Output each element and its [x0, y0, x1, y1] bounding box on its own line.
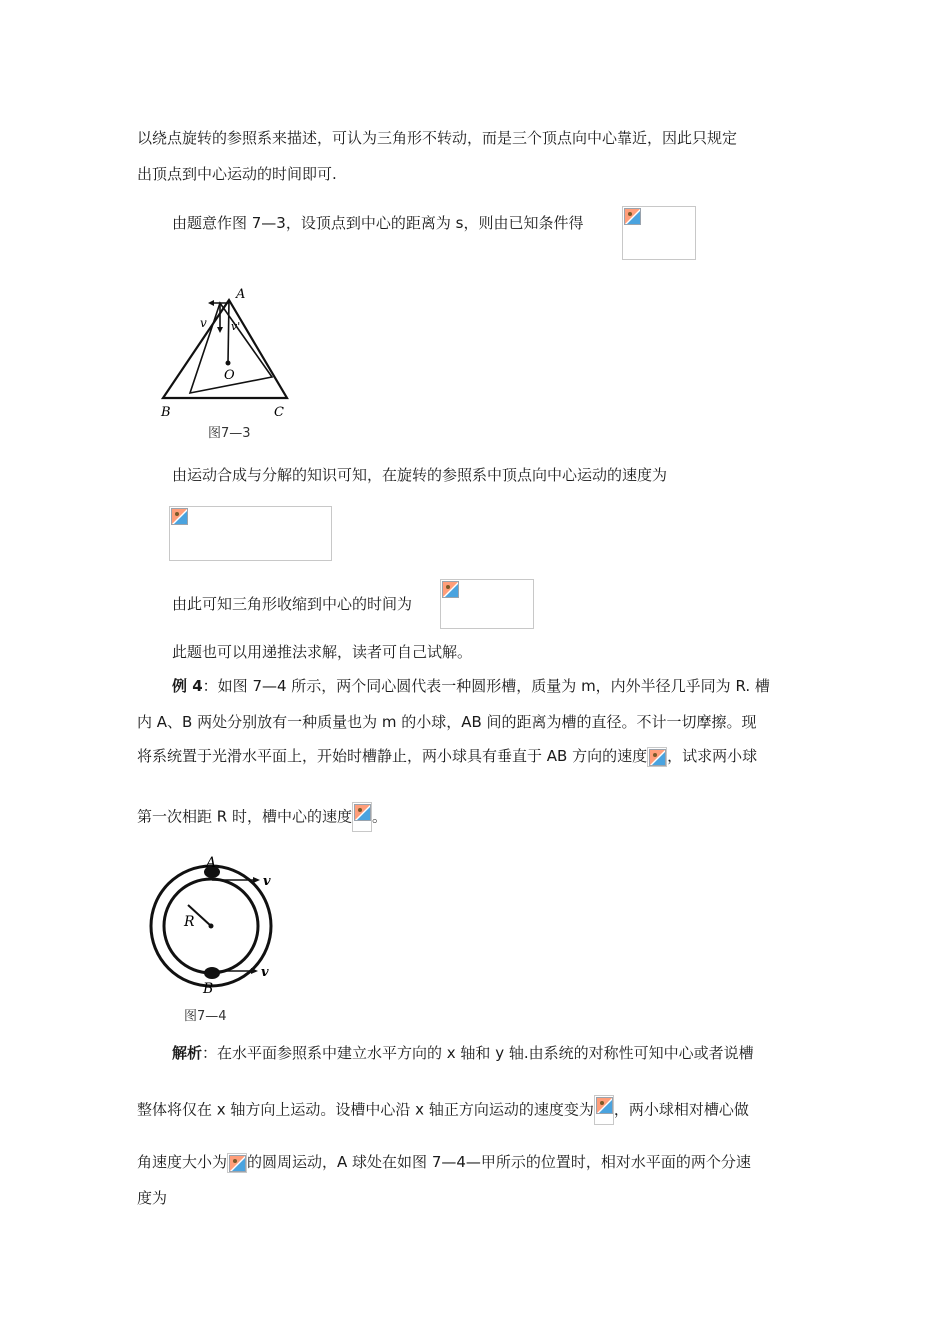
label-B: B	[161, 405, 171, 420]
text-line: 以绕点旋转的参照系来描述，可认为三角形不转动，而是三个顶点向中心靠近，因此只规定	[137, 129, 738, 147]
broken-image-icon	[354, 804, 371, 821]
arrow-head	[253, 877, 260, 883]
label-O: O	[224, 368, 235, 383]
text-line: 由运动合成与分解的知识可知，在旋转的参照系中顶点向中心运动的速度为	[172, 466, 668, 484]
text-span: 的圆周运动，A 球处在如图 7—4—甲所示的位置时，相对水平面的两个分速	[247, 1153, 751, 1171]
broken-image-icon	[442, 581, 459, 598]
text-line	[137, 802, 387, 832]
label-R: R	[184, 914, 195, 930]
label-A: A	[206, 855, 217, 871]
text-line	[172, 1043, 754, 1063]
solution-label: 解析	[172, 1044, 203, 1062]
example-label: 例 4	[172, 677, 203, 695]
text-line: 度为	[137, 1189, 168, 1207]
concentric-circles-diagram	[148, 850, 288, 1030]
center-point	[226, 361, 231, 366]
text-line	[137, 1152, 751, 1173]
broken-image-icon	[596, 1097, 613, 1114]
label-A: A	[236, 287, 246, 302]
text-span: 第一次相距 R 时，槽中心的速度	[137, 807, 352, 826]
text-span: ，两小球相对槽心做	[613, 1100, 749, 1119]
text-line: 由此可知三角形收缩到中心的时间为	[172, 595, 413, 613]
figure-7-3	[150, 285, 300, 445]
formula-image-placeholder	[622, 206, 696, 260]
label-v-prime: v'	[231, 320, 241, 333]
text-span: 。	[371, 807, 387, 826]
figure-caption: 图7—3	[208, 426, 251, 441]
text-span: ：在水平面参照系中建立水平方向的 x 轴和 y 轴.由系统的对称性可知中心或者说槽	[202, 1044, 754, 1062]
text-line: 此题也可以用递推法求解，读者可自己试解。	[172, 643, 473, 661]
text-line	[137, 1095, 749, 1125]
formula-image-placeholder	[169, 506, 332, 561]
formula-image-placeholder	[352, 802, 372, 832]
label-B: B	[203, 981, 214, 997]
broken-image-icon	[171, 508, 188, 525]
arrow-head	[217, 327, 223, 333]
figure-caption: 图7—4	[184, 1009, 227, 1024]
figure-7-4	[148, 850, 288, 1030]
text-line: 内 A、B 两处分别放有一种质量也为 m 的小球，AB 间的距离为槽的直径。不计一切摩擦。现	[137, 713, 757, 731]
label-v-top: v	[263, 874, 271, 889]
label-v-bottom: v	[261, 965, 269, 980]
formula-image-placeholder	[594, 1095, 614, 1125]
label-v: v	[200, 316, 207, 330]
center-point	[209, 924, 214, 929]
triangle-diagram	[150, 285, 300, 445]
formula-image-placeholder	[440, 579, 534, 629]
broken-image-icon	[649, 749, 666, 766]
text-span: 角速度大小为	[137, 1153, 228, 1171]
triangle-outer	[163, 300, 287, 398]
text-line	[172, 676, 770, 696]
text-span: 整体将仅在 x 轴方向上运动。设槽中心沿 x 轴正方向运动的速度变为	[137, 1100, 594, 1119]
formula-image-placeholder	[227, 1153, 247, 1173]
broken-image-icon	[229, 1155, 246, 1172]
arrow-head	[208, 300, 214, 306]
text-line: 出顶点到中心运动的时间即可.	[137, 165, 337, 183]
label-C: C	[274, 405, 284, 420]
text-line: 由题意作图 7—3，设顶点到中心的距离为 s，则由已知条件得	[172, 214, 584, 232]
text-line	[137, 746, 757, 767]
text-span: 将系统置于光滑水平面上，开始时槽静止，两小球具有垂直于 AB 方向的速度	[137, 747, 648, 765]
broken-image-icon	[624, 208, 641, 225]
text-span: ，试求两小球	[667, 747, 758, 765]
text-span: ：如图 7—4 所示，两个同心圆代表一种圆形槽，质量为 m，内外半径几乎同为 R. 槽	[202, 677, 770, 695]
formula-image-placeholder	[647, 747, 667, 767]
ball-B	[204, 967, 220, 979]
